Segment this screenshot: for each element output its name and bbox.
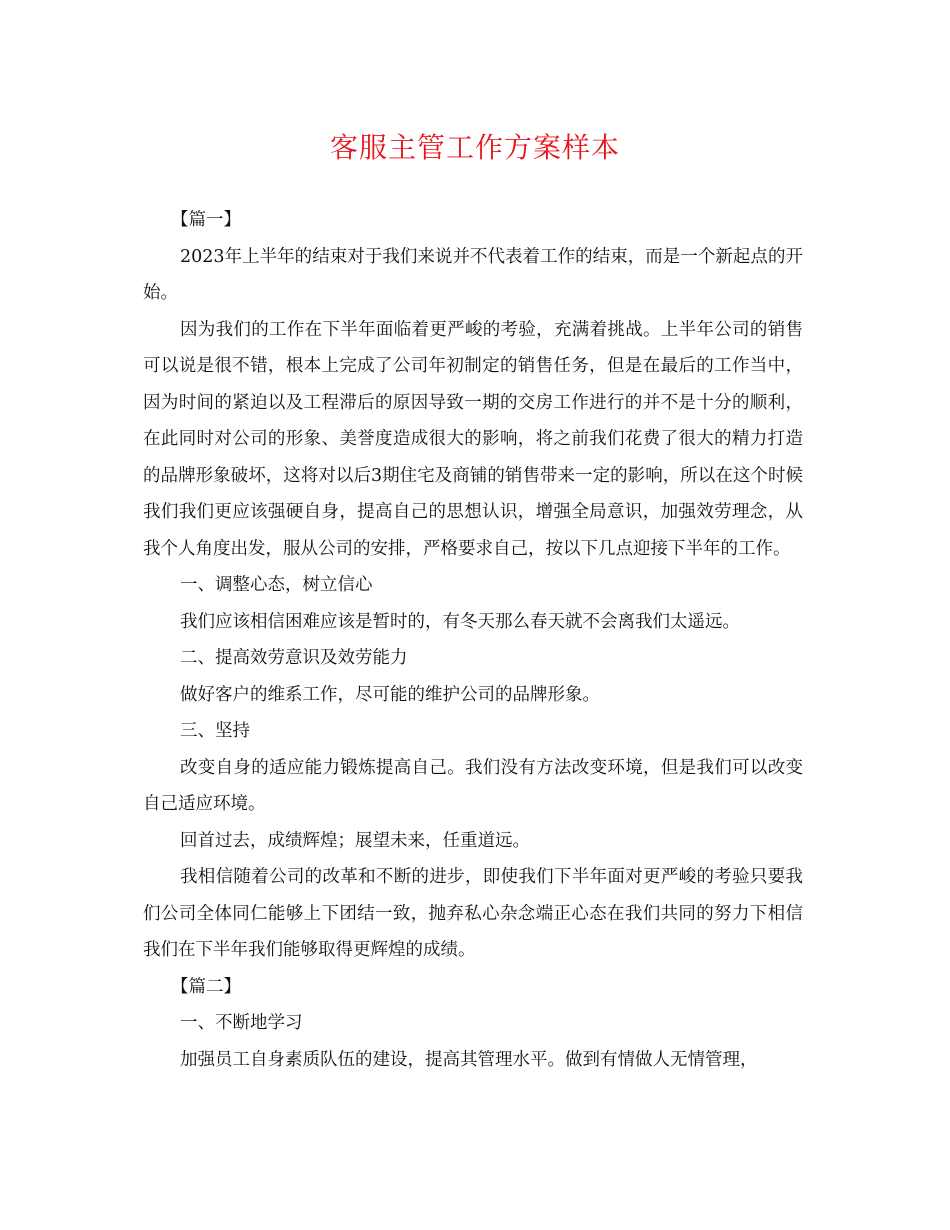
- paragraph: 因为我们的工作在下半年面临着更严峻的考验，充满着挑战。上半年公司的销售可以说是很不错，根本上完成了公司年初制定的销售任务，但是在最后的工作当中，因为时间的紧迫以及工程滞后的原因导致一期的交房工作进行的并不是十分的顺利，在此同时对公司的形象、美誉度造成很大的影响，将之前我们花费了很大的精力打造的品牌形象破坏，这将对以后3期住宅及商铺的销售带来一定的影响，所以在这个时候我们我们更应该强硬自身，提高自己的思想认识，增强全局意识，加强效劳理念，从我个人角度出发，服从公司的安排，严格要求自己，按以下几点迎接下半年的工作。: [143, 319, 803, 559]
- paragraph: 加强员工自身素质队伍的建设，提高其管理水平。做到有情做人无情管理，: [180, 1049, 758, 1070]
- subheading: 一、不断地学习: [180, 1013, 303, 1033]
- document-title: 客服主管工作方案样本: [329, 131, 620, 164]
- subheading: 三、坚持: [180, 721, 250, 741]
- paragraph: 改变自身的适应能力锻炼提高自己。我们没有方法改变环境，但是我们可以改变自己适应环境。: [143, 757, 803, 814]
- document-body: [143, 202, 803, 1078]
- subheading: 一、调整心态，树立信心: [180, 575, 373, 595]
- paragraph: 2023年上半年的结束对于我们来说并不代表着工作的结束，而是一个新起点的开始。: [143, 246, 803, 303]
- paragraph: 我相信随着公司的改革和不断的进步，即使我们下半年面对更严峻的考验只要我们公司全体同仁能够上下团结一致，抛弃私心杂念端正心态在我们共同的努力下相信我们在下半年我们能够取得更辉煌的成绩。: [143, 867, 803, 960]
- paragraph: 做好客户的维系工作，尽可能的维护公司的品牌形象。: [180, 684, 600, 705]
- paragraph: 我们应该相信困难应该是暂时的，有冬天那么春天就不会离我们太遥远。: [180, 611, 740, 632]
- subheading: 二、提高效劳意识及效劳能力: [180, 648, 408, 668]
- section-marker-1: 【篇一】: [171, 210, 241, 230]
- paragraph: 回首过去，成绩辉煌；展望未来，任重道远。: [180, 830, 530, 851]
- section-marker-2: 【篇二】: [171, 976, 241, 997]
